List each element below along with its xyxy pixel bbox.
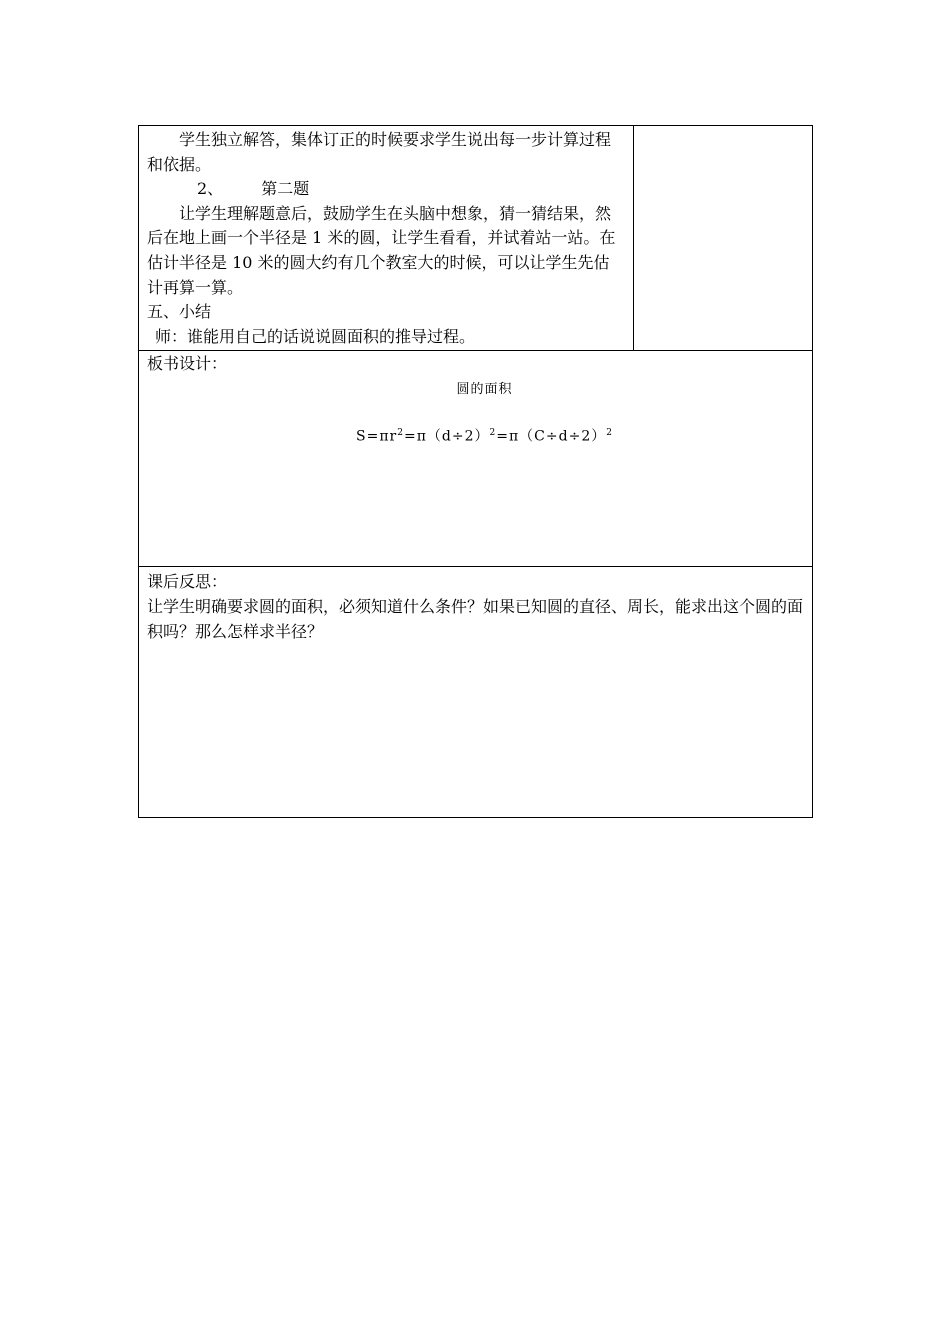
formula-superscript-3: 2 — [606, 428, 613, 438]
formula-part-1: S=πr — [356, 428, 398, 445]
reflection-cell — [139, 567, 813, 818]
board-title: 圆的面积 — [456, 382, 513, 397]
teacher-line: 师：谁能用自己的话说说圆面积的推导过程。 — [155, 326, 476, 346]
board-design-label: 板书设计： — [147, 354, 228, 373]
area-formula — [147, 422, 804, 448]
board-design-cell — [139, 351, 813, 567]
lesson-paragraph-1: 学生独立解答，集体订正的时候要求学生说出每一步计算过程和依据。 — [147, 130, 612, 174]
notes-cell — [634, 126, 813, 351]
formula-part-2: =π（d÷2） — [403, 428, 490, 445]
formula-part-3: =π（C÷d÷2） — [496, 428, 607, 445]
lesson-process-cell — [139, 126, 634, 351]
reflection-text: 让学生明确要求圆的面积，必须知道什么条件？如果已知圆的直径、周长，能求出这个圆的面积吗？那么怎样求半径？ — [147, 597, 804, 641]
reflection-row — [139, 567, 813, 818]
lesson-plan-table — [138, 125, 813, 818]
formula-superscript-2: 2 — [489, 428, 497, 438]
item-2-heading — [147, 177, 625, 202]
item-2-number: 2、 — [197, 179, 224, 199]
section-5-title: 五、小结 — [147, 302, 212, 322]
formula-superscript-1: 2 — [397, 428, 404, 438]
board-row — [139, 351, 813, 567]
item-2-title: 第二题 — [261, 179, 310, 199]
lesson-row — [139, 126, 813, 351]
reflection-label: 课后反思： — [147, 572, 228, 591]
lesson-paragraph-2: 让学生理解题意后，鼓励学生在头脑中想象，猜一猜结果，然后在地上画一个半径是 1 米的圆，让学生看看，并试着站一站。在估计半径是 10 米的圆大约有几个教室大的时候，可以让学生先估计再算一算。 — [147, 203, 616, 297]
